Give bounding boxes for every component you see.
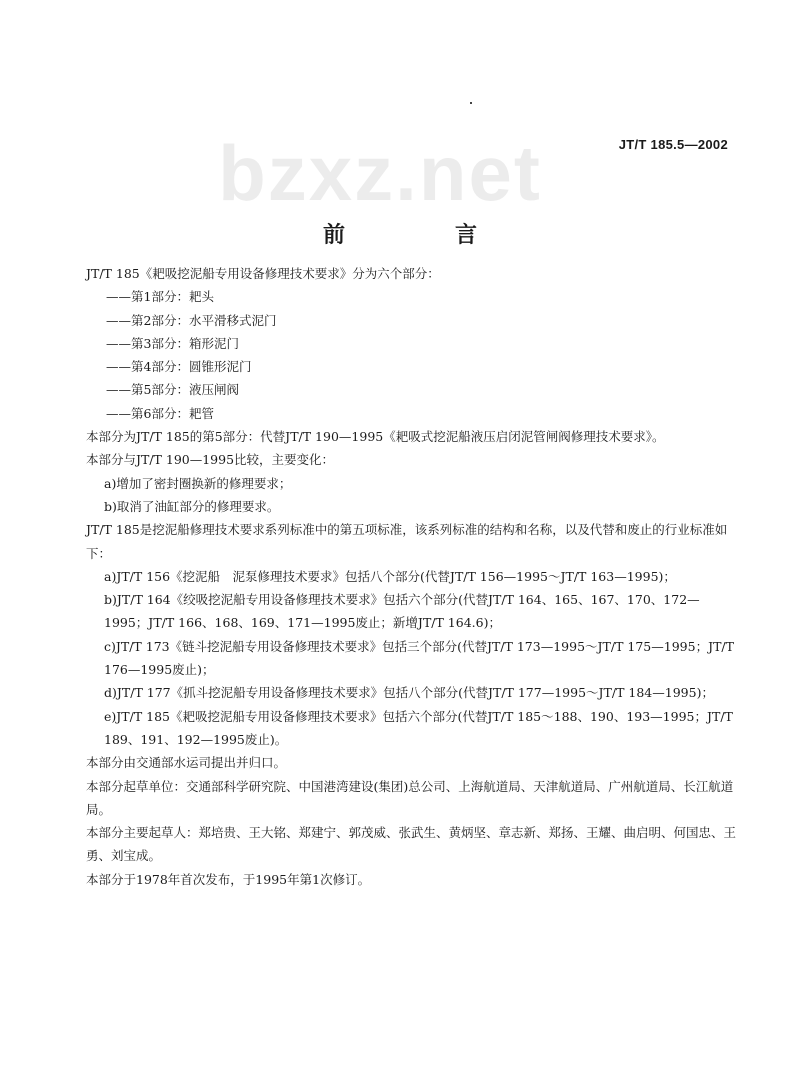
series-item: d)JT/T 177《抓斗挖泥船专用设备修理技术要求》包括八个部分(代替JT/T 177—1995～JT/T 184—1995)； bbox=[104, 685, 714, 701]
page-title: 前 言 bbox=[322, 222, 521, 248]
series-item: a)JT/T 156《挖泥船 泥泵修理技术要求》包括八个部分(代替JT/T 156—1995～JT/T 163—1995)； bbox=[104, 568, 676, 584]
change-item: a)增加了密封圈换新的修理要求； bbox=[104, 475, 292, 491]
replacement-paragraph: 本部分为JT/T 185的第5部分：代替JT/T 190—1995《耙吸式挖泥船液压启闭泥管闸阀修理技术要求》。 bbox=[86, 429, 665, 445]
series-item: e)JT/T 185《耙吸挖泥船专用设备修理技术要求》包括六个部分(代替JT/T 185～188、190、193—1995；JT/T 189、191、192—1995废止)。 bbox=[104, 708, 733, 747]
history-paragraph: 本部分于1978年首次发布，于1995年第1次修订。 bbox=[86, 871, 371, 887]
part-list-item: ——第6部分：耙管 bbox=[106, 405, 214, 421]
scan-speck bbox=[470, 102, 472, 104]
series-paragraph: JT/T 185是挖泥船修理技术要求系列标准中的第五项标准，该系列标准的结构和名称，以及代替和废止的行业标准如下： bbox=[86, 522, 728, 561]
part-list-item: ——第3部分：箱形泥门 bbox=[106, 335, 239, 351]
foreword-body bbox=[86, 262, 736, 891]
change-item: b)取消了油缸部分的修理要求。 bbox=[104, 498, 280, 514]
drafting-units-paragraph: 本部分起草单位：交通部科学研究院、中国港湾建设(集团)总公司、上海航道局、天津航道局、广州航道局、长江航道局。 bbox=[86, 778, 734, 817]
proposer-paragraph: 本部分由交通部水运司提出并归口。 bbox=[86, 755, 287, 771]
part-list-item: ——第4部分：圆锥形泥门 bbox=[106, 359, 252, 375]
standard-number: JT/T 185.5—2002 bbox=[618, 137, 728, 152]
part-list-item: ——第5部分：液压闸阀 bbox=[106, 382, 239, 398]
series-item: b)JT/T 164《绞吸挖泥船专用设备修理技术要求》包括六个部分(代替JT/T 164、165、167、170、172—1995；JT/T 166、168、169、171—1995废止；新增JT/T 164.6)； bbox=[104, 592, 700, 631]
watermark: bzxz.net bbox=[218, 129, 542, 217]
changes-paragraph: 本部分与JT/T 190—1995比较，主要变化： bbox=[86, 452, 335, 468]
series-item: c)JT/T 173《链斗挖泥船专用设备修理技术要求》包括三个部分(代替JT/T 173—1995～JT/T 175—1995；JT/T 176—1995废止)； bbox=[104, 638, 734, 678]
part-list-item: ——第2部分：水平滑移式泥门 bbox=[106, 312, 277, 328]
intro-paragraph: JT/T 185《耙吸挖泥船专用设备修理技术要求》分为六个部分： bbox=[86, 266, 440, 281]
part-list-item: ——第1部分：耙头 bbox=[106, 289, 214, 305]
drafters-paragraph: 本部分主要起草人：郑培贵、王大铭、郑建宁、郭茂威、张武生、黄炳坚、章志新、郑扬、王耀、曲启明、何国忠、王勇、刘宝成。 bbox=[86, 825, 737, 864]
